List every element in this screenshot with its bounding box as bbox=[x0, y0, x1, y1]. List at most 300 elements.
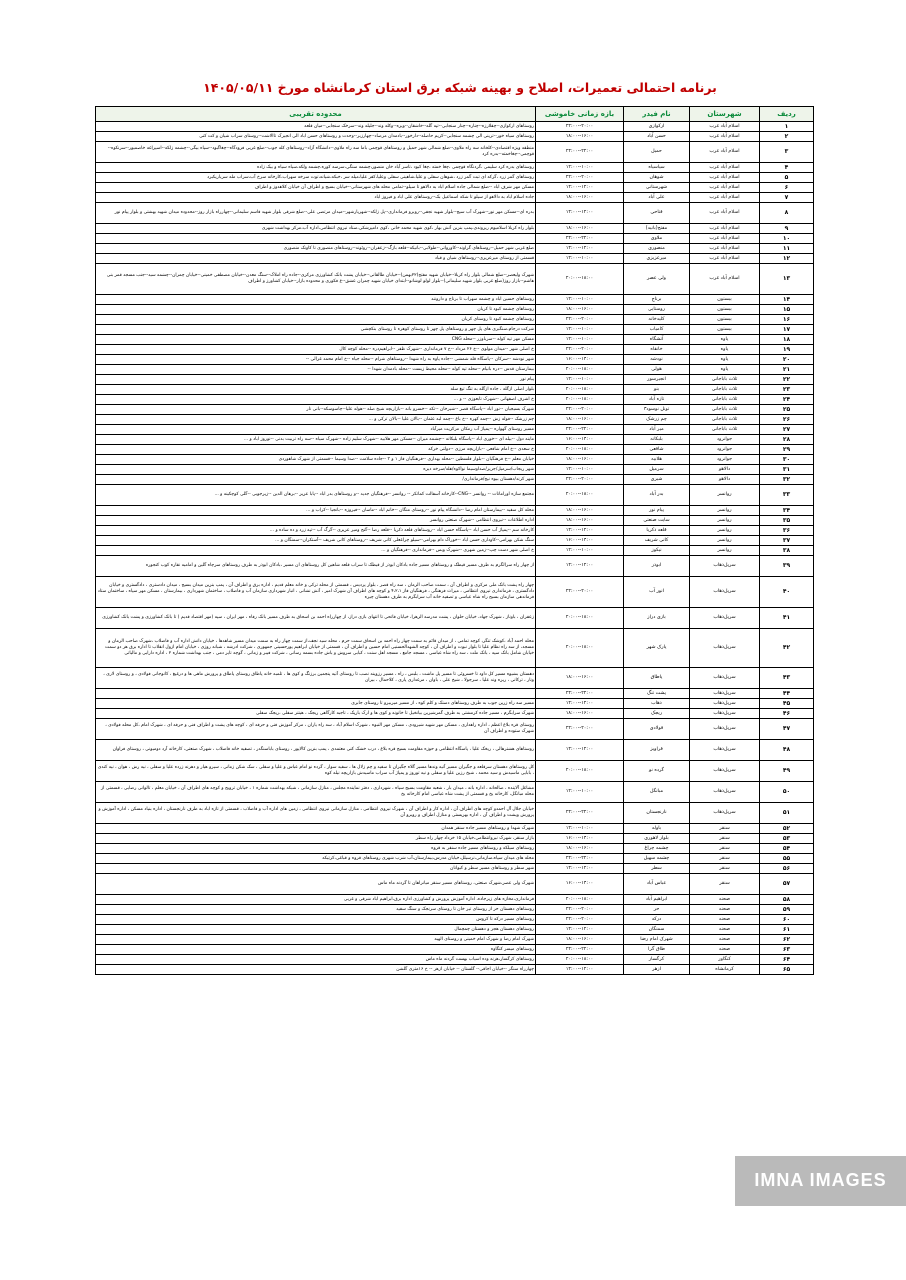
table-row bbox=[96, 689, 814, 699]
time-range-cell: ۱۶:۰۰--۱۸:۰۰ bbox=[536, 415, 624, 425]
watermark-text: IMNA IMAGES bbox=[754, 1170, 887, 1190]
area-cell: شهرک شهدا و روستاهای مسیر جاده سنقر همدان bbox=[96, 824, 536, 834]
area-cell: چم زرشک --فوله زش --چمه کهره --خ باغ --چمه لبه عثمان --بالان علیا --بالان ترکی و ... bbox=[96, 415, 536, 425]
row-number-cell: ۶۴ bbox=[760, 955, 814, 965]
feeder-cell: مفتح(بانید) bbox=[624, 224, 690, 234]
page-title: برنامه احتمالی تعمیرات، اصلاح و بهینه شبکه برق استان کرمانشاه مورخ ۱۴۰۵/۰۵/۱۱ bbox=[203, 80, 717, 95]
table-row bbox=[96, 782, 814, 803]
city-cell: اسلام آباد غرب bbox=[690, 224, 760, 234]
area-cell: مجتمع سازه اورامانات -- روانسر --CNG--کارخانه آسفالت کماتکر -- روانسر --فرهنگیان جدید --و روستاهای بدر اباد --پابا عزیز --برهان الدین --زیرجوبی --گلی کوچکینه و ... bbox=[96, 485, 536, 506]
feeder-cell: انجیرسور bbox=[624, 375, 690, 385]
area-cell: ضلع غربی شهر حمیل--روستاهای گراوند--کاورواتی--طولابی--بانیکه--قلعه بازگ--زعفران--روئوند--روستاهای منصوری تا کاونک منصوری bbox=[96, 244, 536, 254]
city-cell: سرپل‌ذهاب bbox=[690, 803, 760, 824]
row-number-cell: ۳۱ bbox=[760, 465, 814, 475]
table-row bbox=[96, 335, 814, 345]
time-range-cell: ۲۰:۰۰--۲۲:۰۰ bbox=[536, 577, 624, 608]
table-row bbox=[96, 173, 814, 183]
area-cell: روستاهای ارکوازی--چقلارزه--چناره--چنار سنجابی--تپه گله--خاشقان--ویزه--وکله وند--جلیله وند--سرخک سنجابی--میان قلعه bbox=[96, 122, 536, 132]
area-cell: محله های میدان سپاه،سازمانی،نرسیلل،خیابان مدرس،بیمارستان،آب شرب شهری روستاهای قروه و قباغی،کرتیکه bbox=[96, 854, 536, 864]
area-cell: خ اشرف اصفهانی --شهرک تابعوزی -- و ... bbox=[96, 395, 536, 405]
area-cell: بلوار راه کربلا اسلامیوم ریزوندی،پمپ بنزین آتش بهار ،کوی شهید محمد خانی ،کوی دامپزشکی،ستاد نیروی انتظامی،اداره آب،مرکز بهداشت شهری bbox=[96, 224, 536, 234]
table-row bbox=[96, 455, 814, 465]
row-number-cell: ۴۶ bbox=[760, 709, 814, 719]
header-time-range: بازه زمانی خاموشی bbox=[536, 107, 624, 122]
table-row bbox=[96, 385, 814, 395]
area-cell: خ اصلی شهر دست چپ--زمین شهری --شهرک وبس --فرمانداری --فرهنگیان و ... bbox=[96, 546, 536, 556]
area-cell: شهرک ولیعصر--ضلع شمالی بلوار راه کربلا--خیابان شهید مفتح(۲۲بهمن)--خیابان طالقانی--خیابان پشت بانک کشاورزی مرکزی--جاده راه املاک--سنگ معدن--خیابان مصطفی خمینی--خیابان چمران--چشمه سید--جنب مسجد قمر بنی هاشم--بازار روز(ضلع غربی بلوار شهید سلیمانی)--بلوار لولو لوشانو--ابتدای خیابان شهید چمران عشق--ع فکوری و محدوده بازار--خیابان کشاورز و اطراف bbox=[96, 264, 536, 295]
area-cell: روستای قره بلاغ اعظم ، اداره راهداری ، مسکن مهر شهید شیرودی ، مسکن مهر النبوه ، شهرک اسلام آباد ، سه راه یاران ، مرکز آموزش فنی و حرفه ای ، کوچه های پشت و اطراف فنی و حرفه ای ، شهرک امام ،کل محله فولادی ، شهرک ستوده و اطراف آن bbox=[96, 719, 536, 740]
row-number-cell: ۴۳ bbox=[760, 668, 814, 689]
table-row bbox=[96, 445, 814, 455]
city-cell: کرمانشاه bbox=[690, 965, 760, 975]
time-range-cell: ۲۲:۰۰--۲۴:۰۰ bbox=[536, 854, 624, 864]
area-cell: کارخانه سم --پمپاژ آب حسن اباد --پاسگاه حسن اباد --روستاهای قلعه ذکریا --قلعه رضا --گنج ومیر عزیزی --گرگ آب --تپه زرد و ده ساده و ... bbox=[96, 526, 536, 536]
table-row bbox=[96, 854, 814, 864]
time-range-cell: ۱۴:۰۰--۱۶:۰۰ bbox=[536, 435, 624, 445]
feeder-cell: تازه آباد bbox=[624, 395, 690, 405]
row-number-cell: ۴۴ bbox=[760, 689, 814, 699]
feeder-cell: سمنگان bbox=[624, 925, 690, 935]
time-range-cell: ۱۸:۰۰--۲۰:۰۰ bbox=[536, 955, 624, 965]
feeder-cell: سطر bbox=[624, 864, 690, 874]
city-cell: صحنه bbox=[690, 945, 760, 955]
area-cell: چهارراه سنگر --خیابان اجاقی-- گلستان -- خیابان ازهر -- خ ۱۶متری گلشن bbox=[96, 965, 536, 975]
feeder-cell: حمیل bbox=[624, 142, 690, 163]
table-row bbox=[96, 965, 814, 975]
area-cell: از چهار راه سرالگرم به طرف مسیر قیطک و روستاهای مسیر جاده بادکان ابوذر از قیطک تا سراب قلعه شاهین کل روستاهای ان مسیر ،بادکان ابوذر به طرف روستاهای سرچاه گلین و امامیه نقاره کوب کنجوره bbox=[96, 556, 536, 577]
table-row bbox=[96, 485, 814, 506]
city-cell: پاوه bbox=[690, 355, 760, 365]
city-cell: سنقر bbox=[690, 854, 760, 864]
city-cell: جوانرود bbox=[690, 435, 760, 445]
city-cell: سنقر bbox=[690, 844, 760, 854]
city-cell: صحنه bbox=[690, 925, 760, 935]
table-row bbox=[96, 193, 814, 203]
area-cell: شهر کرند/دهستان بیوه نیج/فرمانداری/ bbox=[96, 475, 536, 485]
feeder-cell: منصوری bbox=[624, 244, 690, 254]
city-cell: ثلاث باباجانی bbox=[690, 425, 760, 435]
row-number-cell: ۲ bbox=[760, 132, 814, 142]
time-range-cell: ۱۸:۰۰--۲۰:۰۰ bbox=[536, 761, 624, 782]
city-cell: بیستون bbox=[690, 305, 760, 315]
table-row bbox=[96, 526, 814, 536]
table-row bbox=[96, 355, 814, 365]
city-cell: صحنه bbox=[690, 895, 760, 905]
time-range-cell: ۱۶:۰۰--۱۸:۰۰ bbox=[536, 709, 624, 719]
row-number-cell: ۳۸ bbox=[760, 546, 814, 556]
feeder-cell: ازهر bbox=[624, 965, 690, 975]
city-cell: صحنه bbox=[690, 905, 760, 915]
feeder-cell: خانقاه bbox=[624, 345, 690, 355]
feeder-cell: ارکوازی bbox=[624, 122, 690, 132]
table-row bbox=[96, 395, 814, 405]
feeder-cell: مبانگل bbox=[624, 782, 690, 803]
feeder-cell: انور آب bbox=[624, 577, 690, 608]
area-cell: بازار سنقر، شهرک نیروانتظامی،خیابان ۱۵ خرداد چهار راه سطر bbox=[96, 834, 536, 844]
table-row bbox=[96, 435, 814, 445]
area-cell bbox=[96, 234, 536, 244]
time-range-cell: ۲۰:۰۰--۲۲:۰۰ bbox=[536, 315, 624, 325]
row-number-cell: ۱۷ bbox=[760, 325, 814, 335]
row-number-cell: ۶۳ bbox=[760, 945, 814, 955]
area-cell: کل روستاهای دهستان سرقلعه و جگیران مسیر آتیه وندها مسیر گلاه جگیران تا سفید و چم زلال ها ، سفید سوار ، گرده نو امام عباس و علیا و سفلی ، سک شکن زمانی ، سیرو هیار و دهرنه زرده علیا و سفلی ، نیه رش ، هوان ، نیه کندی ، بابایی ماسیدش و سید محمد ، شیخ رزین علیا و سفلی و نیه توروز و پمپاژ آب سراب ماسیدش بازاریچه نیله کوه bbox=[96, 761, 536, 782]
time-range-cell: ۱۸:۰۰--۲۰:۰۰ bbox=[536, 629, 624, 668]
feeder-cell: پارک شهر bbox=[624, 629, 690, 668]
area-cell: روستاهای دهستان هجر و دهستان چمچمال bbox=[96, 925, 536, 935]
table-row bbox=[96, 834, 814, 844]
row-number-cell: ۱۳ bbox=[760, 264, 814, 295]
time-range-cell: ۱۰:۰۰--۱۲:۰۰ bbox=[536, 335, 624, 345]
feeder-cell: چم زرشک bbox=[624, 415, 690, 425]
row-number-cell: ۱ bbox=[760, 122, 814, 132]
row-number-cell: ۱۹ bbox=[760, 345, 814, 355]
table-row bbox=[96, 305, 814, 315]
city-cell: سرپل‌ذهاب bbox=[690, 668, 760, 689]
table-row bbox=[96, 844, 814, 854]
area-cell: بلوار اصلی ازگله ، جاده ازگله به تنگ تیغ سله bbox=[96, 385, 536, 395]
table-row bbox=[96, 935, 814, 945]
time-range-cell: ۱۶:۰۰--۱۸:۰۰ bbox=[536, 305, 624, 315]
city-cell: صحنه bbox=[690, 935, 760, 945]
time-range-cell: ۱۸:۰۰--۲۰:۰۰ bbox=[536, 445, 624, 455]
table-row bbox=[96, 264, 814, 295]
table-row bbox=[96, 244, 814, 254]
feeder-cell: ابراهیم آباد bbox=[624, 895, 690, 905]
table-row bbox=[96, 945, 814, 955]
time-range-cell: ۱۴:۰۰--۱۶:۰۰ bbox=[536, 874, 624, 895]
feeder-cell: پشت تنگ bbox=[624, 689, 690, 699]
row-number-cell: ۸ bbox=[760, 203, 814, 224]
table-row bbox=[96, 608, 814, 629]
area-cell: فرمانداری،مخازه های زیرجاده، اداره آموزش پرورش و کشاورزی اداره برق،ابراهیم اباد شرقی و غربی bbox=[96, 895, 536, 905]
area-cell bbox=[96, 689, 536, 699]
time-range-cell: ۱۶:۰۰--۱۸:۰۰ bbox=[536, 132, 624, 142]
feeder-cell: چشمه سهیل bbox=[624, 854, 690, 864]
feeder-cell: ولی عصر bbox=[624, 264, 690, 295]
table-row bbox=[96, 234, 814, 244]
feeder-cell: شهرک امام رضا bbox=[624, 935, 690, 945]
feeder-cell: هولی bbox=[624, 365, 690, 375]
row-number-cell: ۵۴ bbox=[760, 844, 814, 854]
watermark bbox=[735, 1156, 906, 1206]
row-number-cell: ۲۴ bbox=[760, 395, 814, 405]
row-number-cell: ۶۵ bbox=[760, 965, 814, 975]
area-cell: قسمتی از روستای میرعزیزی--روستاهای شیان و قباد bbox=[96, 254, 536, 264]
feeder-cell: ملاوی bbox=[624, 234, 690, 244]
time-range-cell: ۲۰:۰۰--۲۲:۰۰ bbox=[536, 719, 624, 740]
city-cell: سرپل‌ذهاب bbox=[690, 782, 760, 803]
area-cell: مسیر سه راه زرین جوب به طرف روستاهای دستک و کلم کوه ، از مسیر میربیرو تا روستای جابری bbox=[96, 699, 536, 709]
area-cell: روستاهای چشمه کبود تا کریان bbox=[96, 305, 536, 315]
table-row bbox=[96, 668, 814, 689]
time-range-cell: ۲۲:۰۰--۲۴:۰۰ bbox=[536, 425, 624, 435]
time-range-cell: ۲۲:۰۰--۲۴:۰۰ bbox=[536, 689, 624, 699]
row-number-cell: ۳۲ bbox=[760, 475, 814, 485]
time-range-cell: ۱۶:۰۰--۱۸:۰۰ bbox=[536, 668, 624, 689]
city-cell: سنقر bbox=[690, 864, 760, 874]
row-number-cell: ۴۸ bbox=[760, 740, 814, 761]
area-cell: خیابان معلم --خ فرهنگیان --بلوار فلسطین --محله بهداری --فرهنگیان فاز ۱ و ۳ --جاده سلامت --صدا وسیما --قسمتی از شهرک شاهوردی bbox=[96, 455, 536, 465]
city-cell: کنگاور bbox=[690, 955, 760, 965]
city-cell: سرپل‌ذهاب bbox=[690, 699, 760, 709]
row-number-cell: ۳۹ bbox=[760, 556, 814, 577]
header-row-number: ردیف bbox=[760, 107, 814, 122]
table-row bbox=[96, 203, 814, 224]
row-number-cell: ۲۶ bbox=[760, 415, 814, 425]
row-number-cell: ۱۸ bbox=[760, 335, 814, 345]
area-cell: شهر سطر و روستاهای مسیر سطر و کیوانان bbox=[96, 864, 536, 874]
feeder-cell: روستایی bbox=[624, 305, 690, 315]
row-number-cell: ۷ bbox=[760, 193, 814, 203]
area-cell: محله احمد آباد ،کوشک تنگر، کوچه تمامی ، از میدان قائم به سمت چهار راه احمد بن اسحاق سمت حرم ، محله سید نجف،از سمت چهار راه به سمت میدان مسیر شاهدها ، خیابان دانش اداره آب و فاضلاب ،شهرک صاحب الزمان و مسجد، از سه راه نظام علیا تا بلوار نبوت و اطراف آن ، کوچه الشهدالحسنیی امام حسین و اطراف آن ، قسمتی از خیابان ابراهیم پورحسینی جمهوری ، شرکت ادرشه ، شبانه روزی ، خیابان امام ازول انقلاب تا اداره برق هر دو سمت خیابان شامل بانک سپه ، بانک ملت ، سه راه شاه عباسی ، مسجد جامع ، مسجد اهل سنت ، کبابی سروش و باش جاده بسمه رسانی ، شرکت فیبر و زمانی ، گوچه تایر دمی ، جنب بهداشت شماره ۲ ، اداره دارایی و مالیاتی bbox=[96, 629, 536, 668]
table-row bbox=[96, 375, 814, 385]
city-cell: سرپل‌ذهاب bbox=[690, 608, 760, 629]
feeder-cell: بازی دراز bbox=[624, 608, 690, 629]
row-number-cell: ۴۲ bbox=[760, 629, 814, 668]
row-number-cell: ۴۹ bbox=[760, 761, 814, 782]
time-range-cell: ۱۰:۰۰--۱۲:۰۰ bbox=[536, 254, 624, 264]
area-cell: روستاهای دهستان حر از روستای تیر خان تا روستای سرنجک و سنگ سفید bbox=[96, 905, 536, 915]
area-cell: شهرک بسیجیان --نور اباد --پاسگاه قصر --شیرخان --تکه --خسرو بانه --بازاریچه شیخ صله --هوله علیا--چاسوسکه--بانی نار bbox=[96, 405, 536, 415]
table-row bbox=[96, 345, 814, 355]
time-range-cell: ۱۶:۰۰--۱۸:۰۰ bbox=[536, 455, 624, 465]
table-row bbox=[96, 365, 814, 375]
area-cell: مشاغل آلاینده ، صالحانه ، اداره بانه ، میدان بار ، شعبه مقاومت بسیج سپاه ، شهرداری ، دفتر نماینده مجلس ، منازل سازمانی ، شبکه بهداشت شماره ۱ ، خیابان ترویج و کوچه های اطراف آن ، خیابان معلم ، تالوانی رضایی ، قسمتی از محله مبانگل، کارخانه یخ و قسمتی از پشت شاه عباسی امام کارخانه یخ bbox=[96, 782, 536, 803]
table-row bbox=[96, 132, 814, 142]
city-cell: ثلاث باباجانی bbox=[690, 375, 760, 385]
table-row bbox=[96, 315, 814, 325]
header-feeder: نام فیدر bbox=[624, 107, 690, 122]
feeder-cell: کانی شریف bbox=[624, 536, 690, 546]
time-range-cell: ۱۲:۰۰--۱۴:۰۰ bbox=[536, 203, 624, 224]
area-cell: مسکن مهر شرف اباد --ضلع شمالی جاده اسلام اباد به دالاهو تا سیلو--تمامی محله های شهرستانی--خیابان بسیج و اطراف آن خیابان کلاهدوز و اطراف bbox=[96, 183, 536, 193]
city-cell: پاوه bbox=[690, 365, 760, 375]
time-range-cell: ۱۸:۰۰--۲۰:۰۰ bbox=[536, 365, 624, 375]
feeder-cell: هلابیه bbox=[624, 455, 690, 465]
row-number-cell: ۳۷ bbox=[760, 536, 814, 546]
row-number-cell: ۳۵ bbox=[760, 516, 814, 526]
table-row bbox=[96, 325, 814, 335]
row-number-cell: ۵۵ bbox=[760, 854, 814, 864]
table-row bbox=[96, 142, 814, 163]
area-cell: شهر نودشه --سرکان --پاسگاه قله شمشی --جاده پاوه به راه شهدا --روستاهای شرام --محله جیاه --خ امام محمد غزالی -- bbox=[96, 355, 536, 365]
feeder-cell: سیاسیاه bbox=[624, 163, 690, 173]
city-cell: سرپل‌ذهاب bbox=[690, 556, 760, 577]
feeder-cell: برناج bbox=[624, 295, 690, 305]
feeder-cell: فولادی bbox=[624, 719, 690, 740]
feeder-cell: چشمه چراغ bbox=[624, 844, 690, 854]
feeder-cell: باوله bbox=[624, 824, 690, 834]
feeder-cell: شهرستانی bbox=[624, 183, 690, 193]
table-row bbox=[96, 955, 814, 965]
feeder-cell: حر bbox=[624, 905, 690, 915]
city-cell: سنقر bbox=[690, 824, 760, 834]
city-cell: سرپل‌ذهاب bbox=[690, 740, 760, 761]
row-number-cell: ۴ bbox=[760, 163, 814, 173]
time-range-cell: ۱۲:۰۰--۱۴:۰۰ bbox=[536, 864, 624, 874]
row-number-cell: ۲۰ bbox=[760, 355, 814, 365]
city-cell: صحنه bbox=[690, 915, 760, 925]
time-range-cell: ۱۰:۰۰--۱۲:۰۰ bbox=[536, 465, 624, 475]
area-cell: شهر ریجاب/سرمیل/جریز/صداوسیما نواکوه/هله/سرخه دیزه bbox=[96, 465, 536, 475]
row-number-cell: ۲۲ bbox=[760, 375, 814, 385]
table-row bbox=[96, 874, 814, 895]
city-cell: ثلاث باباجانی bbox=[690, 405, 760, 415]
feeder-cell: بلوار لاهوری bbox=[624, 834, 690, 844]
city-cell: بیستون bbox=[690, 295, 760, 305]
city-cell: اسلام آباد غرب bbox=[690, 193, 760, 203]
table-row bbox=[96, 254, 814, 264]
time-range-cell: ۱۶:۰۰--۱۸:۰۰ bbox=[536, 516, 624, 526]
area-cell: خ اصلی شهر --میدان مولوی --خ ۲۶ مرداد --خ ۷ فرمانداری --شهرک ظفر --ابراهیم‌دره --محله کوچه کال bbox=[96, 345, 536, 355]
area-cell: جاده اسلام اباد به دالاهو از سیلو تا شکه اسماعیل بک--روستاهای علی اباد و فیروز اباد bbox=[96, 193, 536, 203]
feeder-cell: نودشه bbox=[624, 355, 690, 365]
table-row bbox=[96, 761, 814, 782]
row-number-cell: ۴۵ bbox=[760, 699, 814, 709]
time-range-cell: ۱۰:۰۰--۱۲:۰۰ bbox=[536, 295, 624, 305]
time-range-cell: ۲۰:۰۰--۲۲:۰۰ bbox=[536, 122, 624, 132]
feeder-cell: کرگسار bbox=[624, 955, 690, 965]
area-cell: ماینه دول --بیله ای --خوری اباد --پاسگاه بلبکانه --چشمه میران --مسکن مهر هلابیه --شهرک سلیم زاده --شهرک سیاه --سه راه تربیت بدنی --نوروز اباد و ... bbox=[96, 435, 536, 445]
time-range-cell: ۱۶:۰۰--۱۸:۰۰ bbox=[536, 224, 624, 234]
area-cell: روستاهای چشمه کبود تا روستای کریان bbox=[96, 315, 536, 325]
time-range-cell: ۱۸:۰۰--۲۰:۰۰ bbox=[536, 264, 624, 295]
row-number-cell: ۵۷ bbox=[760, 874, 814, 895]
city-cell: اسلام آباد غرب bbox=[690, 122, 760, 132]
feeder-cell: طاق گرا bbox=[624, 945, 690, 955]
time-range-cell: ۲۰:۰۰--۲۲:۰۰ bbox=[536, 475, 624, 485]
row-number-cell: ۴۰ bbox=[760, 577, 814, 608]
table-row bbox=[96, 415, 814, 425]
row-number-cell: ۲۵ bbox=[760, 405, 814, 415]
row-number-cell: ۱۰ bbox=[760, 234, 814, 244]
row-number-cell: ۴۱ bbox=[760, 608, 814, 629]
table-row bbox=[96, 516, 814, 526]
city-cell: اسلام آباد غرب bbox=[690, 244, 760, 254]
table-row bbox=[96, 699, 814, 709]
feeder-cell: سایت صنعتی bbox=[624, 516, 690, 526]
city-cell: دالاهو bbox=[690, 475, 760, 485]
city-cell: روانسر bbox=[690, 536, 760, 546]
row-number-cell: ۳۳ bbox=[760, 485, 814, 506]
row-number-cell: ۳۰ bbox=[760, 455, 814, 465]
time-range-cell: ۱۶:۰۰--۱۸:۰۰ bbox=[536, 193, 624, 203]
city-cell: ثلاث باباجانی bbox=[690, 395, 760, 405]
row-number-cell: ۱۵ bbox=[760, 305, 814, 315]
city-cell: بیستون bbox=[690, 325, 760, 335]
city-cell: اسلام آباد غرب bbox=[690, 163, 760, 173]
city-cell: اسلام آباد غرب bbox=[690, 173, 760, 183]
time-range-cell: ۱۰:۰۰--۱۲:۰۰ bbox=[536, 325, 624, 335]
table-row bbox=[96, 905, 814, 915]
table-row bbox=[96, 536, 814, 546]
table-row bbox=[96, 740, 814, 761]
feeder-cell: ذهاب bbox=[624, 699, 690, 709]
feeder-cell: پاطاق bbox=[624, 668, 690, 689]
feeder-cell: بنو bbox=[624, 385, 690, 395]
time-range-cell: ۱۴:۰۰--۱۶:۰۰ bbox=[536, 834, 624, 844]
area-cell: بیمارستان قدس --دره بانیام --محله تپه کوله --محله محیط زیست --محله بادمدان شهدا -- bbox=[96, 365, 536, 375]
row-number-cell: ۲۳ bbox=[760, 385, 814, 395]
area-cell: محله کل سفید --بیمارستان امام رضا --دانشگاه پیام نور --روستای منگان --خانم اباد --ماسان --فیروزه --بانجیا --کراب و ... bbox=[96, 506, 536, 516]
city-cell: روانسر bbox=[690, 516, 760, 526]
feeder-cell: گرده نو bbox=[624, 761, 690, 782]
area-cell: پیام نور bbox=[96, 375, 536, 385]
area-cell: مسیر روستای گهواره --پمپاژ آب رمکان مرکزیت میرآباد bbox=[96, 425, 536, 435]
header-area: محدوده تقریبی bbox=[96, 107, 536, 122]
table-row bbox=[96, 577, 814, 608]
city-cell: روانسر bbox=[690, 526, 760, 536]
table-row bbox=[96, 506, 814, 516]
row-number-cell: ۹ bbox=[760, 224, 814, 234]
city-cell: اسلام آباد غرب bbox=[690, 254, 760, 264]
table-row bbox=[96, 425, 814, 435]
row-number-cell: ۲۷ bbox=[760, 425, 814, 435]
table-row bbox=[96, 295, 814, 305]
row-number-cell: ۶ bbox=[760, 183, 814, 193]
city-cell: سرپل‌ذهاب bbox=[690, 577, 760, 608]
area-cell: روستاهای بدره کرد سلیمی ،گردنگاه قوچمی ،چغا خمته ،چغا کبود ،تاسر آباد خان منصور،چشمه سنگی،سرسه کوره،چشمه ولکه،سیاه سیاه و بیک زاده bbox=[96, 163, 536, 173]
feeder-cell: حسن آباد bbox=[624, 132, 690, 142]
city-cell: دالاهو bbox=[690, 465, 760, 475]
area-cell: روستاهای سیلکه و روستاهای مسیر جاده سنقر به قروه bbox=[96, 844, 536, 854]
feeder-cell: آتشگاه bbox=[624, 335, 690, 345]
table-row bbox=[96, 824, 814, 834]
area-cell: زعفران ، باوناز ، شهرک جهاد، خیابان حلوان ، پشت مدرسه الزهرا، خیابان فاتحی تا انتهای بازی دراز، از چهارراه احمد بن اسحاق به طرف مسیر بانک رفاه ، مهر ایران ، سپه (مهر اقتصاد قدیم ) تا بانک کشاورزی و پشت بانک کشاورزی bbox=[96, 608, 536, 629]
time-range-cell: ۱۸:۰۰--۲۰:۰۰ bbox=[536, 895, 624, 905]
header-city: شهرستان bbox=[690, 107, 760, 122]
time-range-cell: ۲۰:۰۰--۲۲:۰۰ bbox=[536, 915, 624, 925]
city-cell: سنقر bbox=[690, 874, 760, 895]
feeder-cell: پیام نور bbox=[624, 506, 690, 516]
time-range-cell: ۱۰:۰۰--۱۲:۰۰ bbox=[536, 546, 624, 556]
row-number-cell: ۳۴ bbox=[760, 506, 814, 516]
table-row bbox=[96, 224, 814, 234]
city-cell: سنقر bbox=[690, 834, 760, 844]
row-number-cell: ۱۶ bbox=[760, 315, 814, 325]
city-cell: سرپل‌ذهاب bbox=[690, 709, 760, 719]
table-row bbox=[96, 405, 814, 415]
row-number-cell: ۶۰ bbox=[760, 915, 814, 925]
row-number-cell: ۳۶ bbox=[760, 526, 814, 536]
feeder-cell: شوهان bbox=[624, 173, 690, 183]
table-row bbox=[96, 709, 814, 719]
row-number-cell: ۵۰ bbox=[760, 782, 814, 803]
table-row bbox=[96, 915, 814, 925]
feeder-cell: ریجک bbox=[624, 709, 690, 719]
table-row bbox=[96, 864, 814, 874]
time-range-cell: ۱۶:۰۰--۱۸:۰۰ bbox=[536, 935, 624, 945]
area-cell: روستاهای کرگسار،هرنه وده اسیاب بهست گردنه ماه ماس bbox=[96, 955, 536, 965]
time-range-cell: ۱۲:۰۰--۱۴:۰۰ bbox=[536, 699, 624, 709]
time-range-cell: ۲۲:۰۰--۲۴:۰۰ bbox=[536, 945, 624, 955]
row-number-cell: ۴۷ bbox=[760, 719, 814, 740]
time-range-cell: ۱۲:۰۰--۱۴:۰۰ bbox=[536, 556, 624, 577]
row-number-cell: ۱۲ bbox=[760, 254, 814, 264]
feeder-cell: شافعی bbox=[624, 445, 690, 455]
feeder-cell: سرمیل bbox=[624, 465, 690, 475]
row-number-cell: ۱۱ bbox=[760, 244, 814, 254]
area-cell: روستاهای سیاه خور--ترینی الی چشمه سنجابی--کریم حاصله--دارخور--بادمدان مرصاد--چهارزبر--وحدت و روستاهای حسن اباد الی انجیرک تاالاشت--روستای سراب شیان و کت کنی bbox=[96, 132, 536, 142]
table-row bbox=[96, 803, 814, 824]
table-row bbox=[96, 183, 814, 193]
feeder-cell: میرعزیزی bbox=[624, 254, 690, 264]
city-cell: روانسر bbox=[690, 485, 760, 506]
area-cell: روستاهای میسر کنگاوه bbox=[96, 945, 536, 955]
feeder-cell: تونل نوسود۳ bbox=[624, 405, 690, 415]
area-cell: روستاهای گمر زرد ،گرکه ای تبت گمر زرد ،شوهان سفلی و علیا،شاهینی سفلی وعلیا،کفر علیا،میله سر ،خبکه،شیانه،توت سرخه سهراب،کارخانه سرخ آب،سراب مله سرباریکبرد bbox=[96, 173, 536, 183]
city-cell: ثلاث باباجانی bbox=[690, 415, 760, 425]
